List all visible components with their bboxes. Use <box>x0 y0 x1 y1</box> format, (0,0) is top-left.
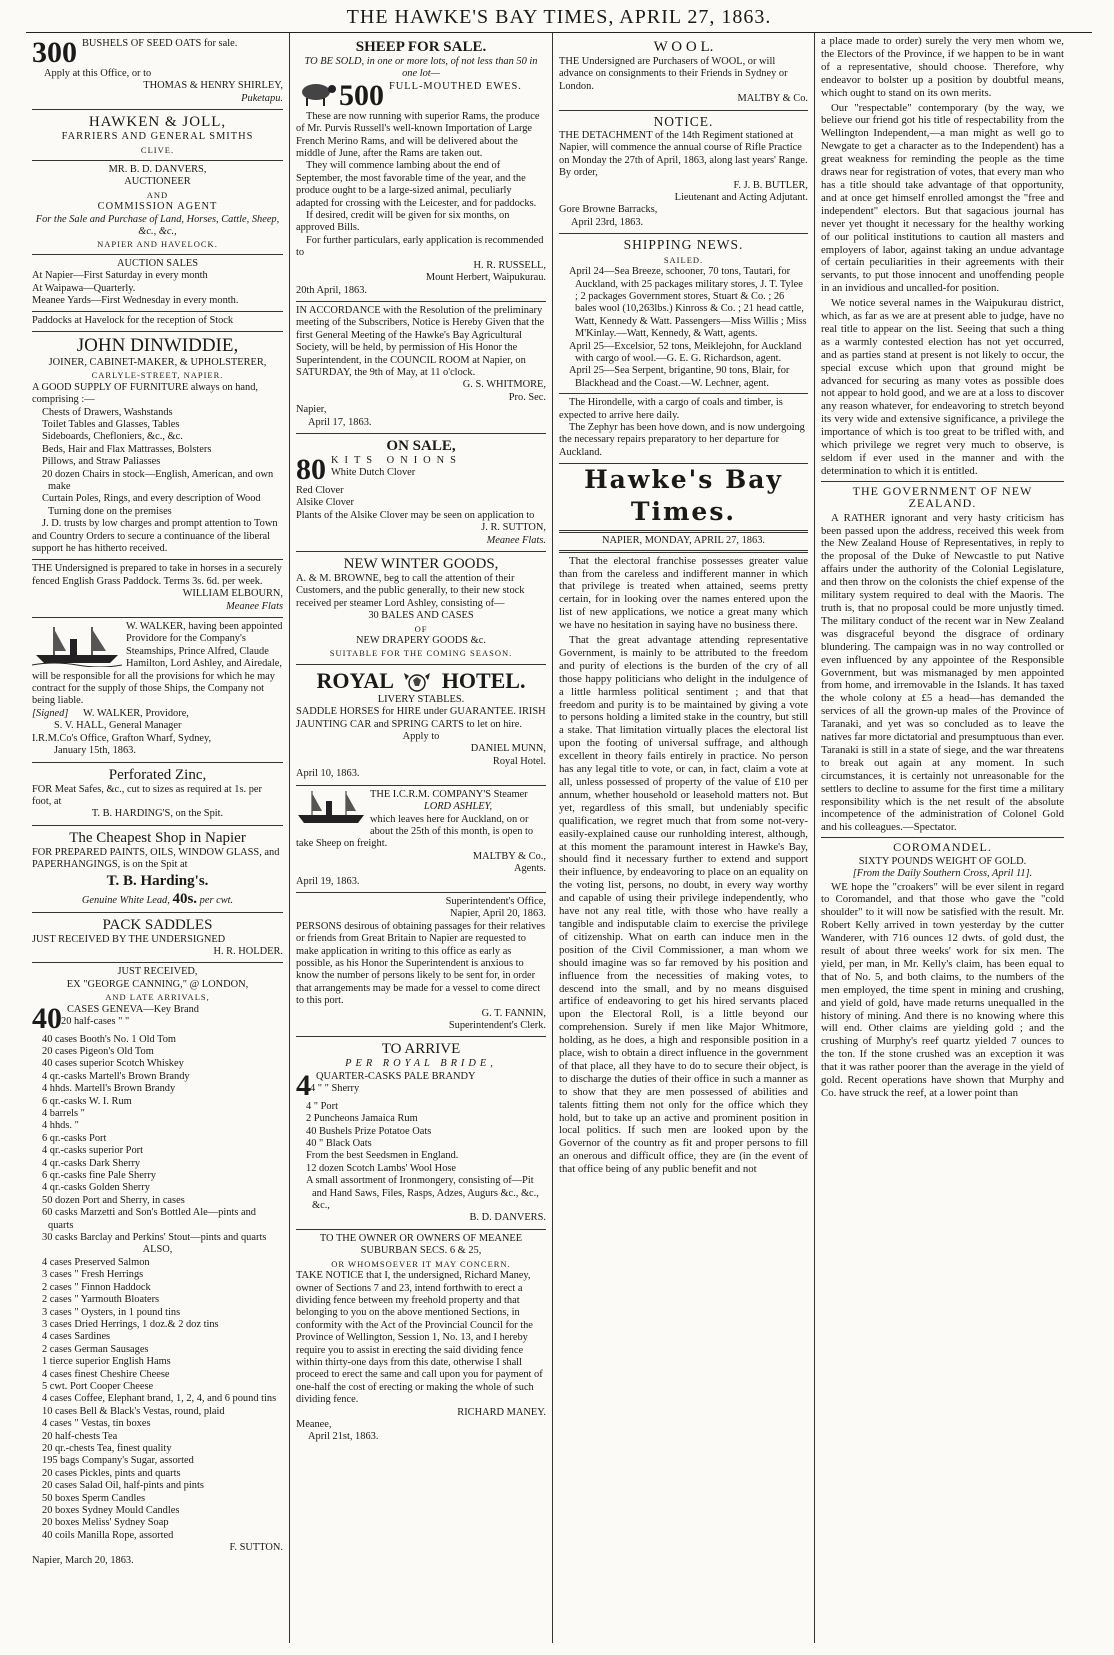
saddles-name: H. R. HOLDER. <box>213 945 283 957</box>
sutton-ex: EX "GEORGE CANNING," @ LONDON, <box>66 978 249 990</box>
cheapest-price: 40s. <box>172 890 198 907</box>
royal-ad <box>296 665 546 786</box>
shipping-p1: The Hirondelle, with a cargo of coals and timber, is expected to arrive here daily. <box>559 397 783 421</box>
agri-name: G. S. WHITMORE, <box>462 379 546 391</box>
list-item: 2 cases German Sausages <box>42 1343 149 1355</box>
ashley-name: MALTBY & Co., <box>472 850 546 862</box>
list-item: 6 qr.-casks fine Pale Sherry <box>42 1170 156 1182</box>
list-item: Chests of Drawers, Washstands <box>42 406 173 418</box>
list-item: 40 cases superior Scotch Whiskey <box>42 1058 184 1070</box>
list-item: Curtain Poles, Rings, and every description of Wood Turning done on the premises <box>42 493 261 517</box>
list-item: 4 qr.-casks Dark Sherry <box>42 1157 141 1169</box>
arrive-ad <box>296 1037 546 1229</box>
list-item: 20 boxes Sydney Mould Candles <box>42 1505 180 1516</box>
notice-role: Lieutenant and Acting Adjutant. <box>674 192 808 204</box>
sheep-head-line <box>296 78 546 112</box>
list-item: Pillows, and Straw Paliasses <box>42 456 161 468</box>
list-item: 3 cases " Fresh Herrings <box>42 1269 144 1281</box>
dinwiddie-items <box>32 407 283 519</box>
cheapest-name: T. B. Harding's. <box>106 872 209 889</box>
list-item: 20 half-chests Tea <box>42 1430 118 1442</box>
maney-sub: OR WHOMSOEVER IT MAY CONCERN. <box>331 1258 511 1269</box>
cheapest-per: per cwt. <box>199 894 234 906</box>
dinwiddie-addr: CARLYLE-STREET, NAPIER. <box>91 370 224 381</box>
agri-role: Pro. Sec. <box>508 391 546 403</box>
editorial-paragraph: We notice several names in the Waipukurau district, which, as far as we are at present able to judge, have no real title to appear on the list. Seeing that such a thing as a warmly contested election has not yet occurred, and as parties stand at present is not likely to occur, the special excuse which upon that ground might be advanced for securing as many votes as possible does not appear to hold good, and we are at a loss to discover any reason whatever, for endeavoring to stretch beyond its very wide and extensive significance, a privilege the importance of which is too great to be trifled with, and which privilege we regret very much to observe, is seldom if ever used in the manner and with the determination to which it is entitled. <box>821 297 1064 477</box>
list-item: 5 cwt. Port Cooper Cheese <box>42 1380 154 1392</box>
cheapest-title: The Cheapest Shop in Napier <box>69 829 246 846</box>
danvers-and: AND <box>146 189 169 200</box>
list-item: 2 cases " Finnon Haddock <box>42 1281 151 1293</box>
onsale-item: Red Clover <box>296 484 344 496</box>
walker-s1: W. WALKER, Providore, <box>82 707 189 719</box>
danvers-role: AUCTIONEER <box>124 176 191 188</box>
list-item: 195 bags Company's Sugar, assorted <box>42 1455 194 1467</box>
arrive-per: PER ROYAL BRIDE, <box>345 1058 497 1070</box>
walker-date: January 15th, 1863. <box>54 745 136 757</box>
sheep-sub: TO BE SOLD, in one or more lots, of not less than 50 in one lot— <box>304 56 538 80</box>
coro-text: WE hope the "croakers" will be ever silent in regard to Coromandel, and that those who gave the "cold shoulder" to it will now be satisfied with the result. Mr. Robert Kelly arrived in town yesterday by the cutter Wanderer, with 716 ounces 12 dwts. of gold dust, the result of about three weeks' work for six men. The yield, per man, in Mr. Kelly's claim, has been equal to that of No. 5, and both claims, to the numbers of the men employed, the time spent in mining and crushing, and yield of gold, have made returns unequalled in the history of mining. And there is no knowing where this will end. Other claims are yielding gold ; and the crushing of Murphy's reef quartz yielded 7 ounces to the ton. If the stone crushed was an exception it was that it was rather poorer than the average in the yield of gold. Recent operations have shown that Murphy and Co. have struck the reef, at a lower point than <box>821 880 1064 1099</box>
wool-title: W O O L. <box>653 39 714 55</box>
ashley-date: April 19, 1863. <box>296 875 360 887</box>
list-item: 4 barrels " <box>42 1108 85 1119</box>
arrive-number: 4 <box>296 1068 311 1102</box>
winter-title: NEW WINTER GOODS, <box>343 556 499 572</box>
royal-apply: Apply to <box>402 731 440 743</box>
walker-s2: S. V. HALL, General Manager <box>54 720 182 732</box>
walker-signed-line <box>32 708 283 720</box>
notice-ad <box>559 111 808 235</box>
masthead: THE HAWKE'S BAY TIMES, APRIL 27, 1863. <box>26 6 1092 33</box>
coro-sub: SIXTY POUNDS WEIGHT OF GOLD. <box>858 855 1027 867</box>
royal-crest-icon <box>398 672 436 694</box>
notice-order: By order, <box>559 167 598 179</box>
hawken-sub: FARRIERS AND GENERAL SMITHS <box>61 131 254 143</box>
zinc-text: FOR Meat Safes, &c., cut to sizes as required at 1s. per foot, at <box>32 783 262 807</box>
column-1 <box>26 33 290 1643</box>
maney-date: April 21st, 1863. <box>308 1431 379 1443</box>
list-item: 20 cases Salad Oil, half-pints and pints <box>42 1480 204 1492</box>
agri-ad <box>296 302 546 434</box>
oats-ad <box>32 35 283 110</box>
onsale-ad <box>296 434 546 552</box>
sheep-p2: They will commence lambing about the end of September, the most favorable time of the year, and the produce ought to be a large-sized animal, peculiarly adapted for crossing with the Leicester, and for paddocks. <box>296 160 537 209</box>
sheep-place: Mount Herbert, Waipukurau. <box>425 272 546 284</box>
onsale-name: J. R. SUTTON, <box>481 522 546 534</box>
sutton-first: CASES GENEVA—Key Brand <box>67 1003 199 1015</box>
coro-title: COROMANDEL. <box>893 840 992 855</box>
agri-text: IN ACCORDANCE with the Resolution of the preliminary meeting of the Subscribers, Notice is Hereby Given that the first General Meeting of the Hawke's Bay Agricultural Society, will be held, by permission of His Honor the Superintendent, in the COUNCIL ROOM at Napier, on SATURDAY, the 9th of May, at 11 o'clock. <box>296 304 545 378</box>
winter-l4: SUITABLE FOR THE COMING SEASON. <box>329 648 513 659</box>
ashley-text2: which leaves here for Auckland, on or about the 25th of this month, is open to take Sheep on freight. <box>296 813 534 850</box>
elbourn-name: WILLIAM ELBOURN, <box>182 588 283 600</box>
paper-name: Hawke's Bay Times. <box>584 465 783 527</box>
ashley-ship: LORD ASHLEY, <box>423 801 493 813</box>
winter-l1: 30 BALES AND CASES <box>368 610 474 622</box>
winter-l3: NEW DRAPERY GOODS &c. <box>356 635 486 647</box>
list-item: 1 tierce superior English Hams <box>42 1356 171 1368</box>
cheapest-text: FOR PREPARED PAINTS, OILS, WINDOW GLASS, and PAPERHANGINGS, is on the Spit at <box>32 846 280 871</box>
list-item: 4 cases Preserved Salmon <box>42 1256 150 1268</box>
list-item: 6 qr.-casks Port <box>42 1132 107 1144</box>
list-item: 40 cases Booth's No. 1 Old Tom <box>42 1033 177 1045</box>
list-item: 20 dozen Chairs in stock—English, American, and own make <box>42 468 274 492</box>
notice-date: April 23rd, 1863. <box>571 216 644 228</box>
sheep-p3: If desired, credit will be given for six months, on approved Bills. <box>296 210 510 234</box>
editorial-paragraph: Our "respectable" contemporary (by the way, we believe our friend got his title of respectability from the Wellington Independent,—a man might as well go to Newgate to get a character as to the Independent) has a great weakness for reminding the people as the time draws near for registration of votes, that every man who has a title should take advantage of that opportunity, and at once get himself enrolled amongst the "free and independent" electors. But that sagacious journal has never yet thought it necessary for the healthy working of our political institutions to caution all masters and employers of labor, against taking an undue advantage of certain peculiarities in their agreements with their servants, to put those innocent and unoffending people in an invidious and uncalled-for position. <box>821 101 1064 295</box>
maney-name: RICHARD MANEY. <box>457 1406 546 1418</box>
columns <box>26 33 1092 1643</box>
list-item: 4 cases Coffee, Elephant brand, 1, 2, 4, and 6 pound tins <box>42 1393 277 1405</box>
sheep-name: H. R. RUSSELL, <box>473 259 546 271</box>
danvers-ad <box>32 161 283 332</box>
walker-ad <box>32 618 283 762</box>
gov-title: THE GOVERNMENT OF NEW ZEALAND. <box>852 483 1033 511</box>
saddles-title: PACK SADDLES <box>102 916 213 933</box>
sutton-ad <box>32 963 283 1571</box>
ashley-ad <box>296 786 546 893</box>
wool-name: MALTBY & Co. <box>737 93 808 105</box>
royal-left: ROYAL <box>316 667 393 693</box>
royal-sub: LIVERY STABLES. <box>377 693 465 705</box>
royal-name: DANIEL MUNN, <box>470 743 546 755</box>
winter-ad <box>296 552 546 665</box>
list-item: 3 cases " Oysters, in 1 pound tins <box>42 1306 181 1318</box>
oats-line4: Puketapu. <box>241 92 283 104</box>
sutton-number: 40 <box>32 1001 62 1035</box>
list-item: 4 qr.-casks Golden Sherry <box>42 1182 150 1194</box>
danvers-desc: For the Sale and Purchase of Land, Horses, Cattle, Sheep, &c., &c., <box>35 213 280 238</box>
shipping-title: SHIPPING NEWS. <box>623 237 744 253</box>
list-item: 60 casks Marzetti and Son's Bottled Ale—pints and quarts <box>42 1207 256 1231</box>
list-item: Beds, Hair and Flax Mattrasses, Bolsters <box>42 443 212 455</box>
shipping-entries <box>559 266 808 390</box>
maney-text: TAKE NOTICE that I, the undersigned, Richard Maney, owner of Sections 7 and 23, intend forthwith to erect a dividing fence between my freehold property and that belonging to you on the above mentioned Sections, in conformity with the Act of the Provincial Council for the Province of Wellington, Session 1, No. 13, and I hereby require you to assist in erecting the said dividing fence within thirty-one days from this date, otherwise I shall proceed to erect the same and call upon you for payment of one-half the cost of erecting or making the whole of such dividing fence. <box>296 1270 543 1406</box>
fannin-office: Superintendent's Office, <box>445 895 546 907</box>
list-item: April 24—Sea Breeze, schooner, 70 tons, Tautari, for Auckland, with 25 packages military stores, J. T. Tylee ; 2 packages Government stores, Stuart & Co. ; 26 bales wool (10,263lbs.) Kinross & Co. ; 21 head cattle, Watt, Kennedy & Watt. Passengers—Miss Willis ; Miss M'Kinlay.—Watt, Kennedy, & Watt, agents. <box>569 266 807 340</box>
oats-line3: THOMAS & HENRY SHIRLEY, <box>143 80 283 92</box>
sheep-ad <box>296 35 546 302</box>
dinwiddie-sub: JOINER, CABINET-MAKER, & UPHOLSTERER, <box>48 356 267 368</box>
danvers-s4: Paddocks at Havelock for the reception of Stock <box>32 314 234 326</box>
elbourn-text: THE Undersigned is prepared to take in horses in a securely fenced English Grass Paddock. Terms 3s. 6d. per week. <box>32 563 282 587</box>
arrive-items <box>296 1083 546 1212</box>
saddles-ad <box>32 913 283 964</box>
sheep-title: SHEEP FOR SALE. <box>355 39 487 55</box>
royal-place: Royal Hotel. <box>492 755 546 767</box>
zinc-where: T. B. HARDING'S, on the Spit. <box>91 808 224 820</box>
sutton-sign: F. SUTTON. <box>229 1542 283 1554</box>
editorial-continued <box>821 35 1064 478</box>
list-item: 20 half-cases " " <box>61 1015 130 1027</box>
paper-dateline: NAPIER, MONDAY, APRIL 27, 1863. <box>601 535 765 547</box>
fannin-role: Superintendent's Clerk. <box>448 1020 546 1031</box>
sutton-items <box>32 1016 283 1245</box>
list-item: 12 dozen Scotch Lambs' Wool Hose <box>306 1162 457 1174</box>
list-item: Toilet Tables and Glasses, Tables <box>42 418 180 430</box>
cheapest-price-line <box>32 890 283 908</box>
steamship-icon <box>32 623 122 667</box>
dinwiddie-closing: J. D. trusts by low charges and prompt attention to Town and Country Orders to secure a continuance of the liberal support he has hitherto received. <box>32 518 278 554</box>
notice-title: NOTICE. <box>653 113 714 129</box>
elbourn-place: Meanee Flats <box>226 600 283 612</box>
column-4 <box>815 33 1070 1643</box>
notice-text: THE DETACHMENT of the 14th Regiment stationed at Napier, will commence the annual course of Rifle Practice on Monday the 27th of April, 1863, along last years' Range. <box>559 130 808 166</box>
danvers-s3: Meanee Yards—First Wednesday in every month. <box>32 295 239 307</box>
arrive-name: B. D. DANVERS. <box>469 1212 546 1224</box>
cheapest-lead: Genuine White Lead, <box>81 894 170 906</box>
zinc-title: Perforated Zinc, <box>108 766 207 783</box>
hawken-title: HAWKEN & JOLL, <box>88 114 227 131</box>
list-item: 20 cases Pigeon's Old Tom <box>42 1045 154 1057</box>
hawken-ad <box>32 110 283 161</box>
list-item: 4 cases Sardines <box>42 1331 111 1343</box>
list-item: 10 cases Bell & Black's Vestas, round, plaid <box>42 1405 225 1417</box>
notice-place: Gore Browne Barracks, <box>559 204 658 216</box>
sheep-icon <box>296 81 336 107</box>
danvers-place: NAPIER AND HAVELOCK. <box>97 239 218 250</box>
list-item: Sideboards, Chefloniers, &c., &c. <box>42 431 183 443</box>
onsale-item: Plants of the Alsike Clover may be seen on application to <box>296 509 535 521</box>
list-item: 50 dozen Port and Sherry, in cases <box>42 1194 185 1206</box>
maney-ad <box>296 1230 546 1448</box>
fannin-ad <box>296 893 546 1037</box>
coro-src: [From the Daily Southern Cross, April 11]. <box>852 868 1033 880</box>
list-item: 40 Bushels Prize Potatoe Oats <box>306 1125 432 1137</box>
shipping-news <box>559 234 808 464</box>
editorial-paragraph: a place made to order) surely the very men whom we, the Electors of the Province, if we happen to be in want of a representative, should choose. Therefore, why endeavor to bolster up a position by doubtful means, which ought to stand on its own merits. <box>821 35 1064 99</box>
agri-date: April 17, 1863. <box>308 416 372 428</box>
sheep-p4: For further particulars, early application is recommended to <box>296 234 544 259</box>
oats-line1: BUSHELS OF SEED OATS for sale. <box>82 38 238 49</box>
list-item: 4 cases finest Cheshire Cheese <box>42 1368 170 1380</box>
list-item: 30 casks Barclay and Perkins' Stout—pints and quarts <box>42 1232 267 1244</box>
dinwiddie-ad <box>32 332 283 561</box>
hawken-place: CLIVE. <box>140 144 175 155</box>
editorial-paragraph: That the electoral franchise possesses greater value than from the careless and indifferent manner in which that privilege is treated when attained, seems pretty certain, for in looking over the names entered upon the list of new applications, we notice a great many which we have no hesitation in saying have no business there. <box>559 554 808 632</box>
onsale-what: KITS ONIONS <box>331 454 462 466</box>
danvers-s1: At Napier—First Saturday in every month <box>32 270 208 282</box>
paper-title-block <box>559 464 808 552</box>
list-item: 4 " " Sherry <box>310 1083 360 1095</box>
ashley-role: Agents. <box>513 863 546 875</box>
list-item: 4 cases " Vestas, tin boxes <box>42 1418 151 1430</box>
shipping-p2: The Zephyr has been hove down, and is now undergoing the necessary repairs preparatory to her departure for Auckland. <box>559 421 805 458</box>
shipping-sailed: SAILED. <box>663 254 704 265</box>
onsale-item: White Dutch Clover <box>331 467 416 479</box>
walker-signed: [Signed] <box>32 707 69 719</box>
cheapest-ad <box>32 826 283 913</box>
list-item: 4 qr.-casks superior Port <box>42 1145 144 1157</box>
column-3 <box>553 33 815 1643</box>
sheep-what: FULL-MOUTHED EWES. <box>389 80 522 92</box>
sheep-number: 500 <box>339 78 384 112</box>
list-item: 50 boxes Sperm Candles <box>42 1492 146 1504</box>
column-2 <box>290 33 553 1643</box>
onsale-place: Meanee Flats. <box>486 534 546 546</box>
list-item: April 25—Sea Serpent, brigantine, 90 tons, Blair, for Blackhead and the Coast.—W. Lechner, agent. <box>569 365 790 389</box>
walker-office: I.R.M.Co's Office, Grafton Wharf, Sydney, <box>32 732 212 744</box>
wool-text: THE Undersigned are Purchasers of WOOL, or will advance on consignments to their Friends in Sydney or London. <box>559 56 788 92</box>
dinwiddie-title: JOHN DINWIDDIE, <box>76 334 239 356</box>
list-item: 4 hhds. Martell's Brown Brandy <box>42 1083 176 1095</box>
danvers-agent: COMMISSION AGENT <box>97 201 218 213</box>
sutton-items2 <box>32 1257 283 1542</box>
list-item: April 25—Excelsior, 52 tons, Meiklejohn, for Auckland with cargo of wool.—G. E. G. Richardson, agent. <box>569 340 802 364</box>
editorial-paragraph: That the great advantage attending representative Government, is mainly to be attributed to the freedom and purity of elections is the burden of the cry of all those happy politicians who delight in the indulgence of a little harmless political sentiment ; and that that freedom and purity is to be maintained by giving a vote to persons holding a limited stake in the country, but still a stake. That limitation virtually places the electoral list upon the footing of universal suffrage, and although excellent in theory fails entirely in practice. No person has any legal title to vote, or can, in fact, claim a vote at all, unless possessed of property of the value of £10 per annum, whether household or leasehold matters not. But yet, regardless of this small, but undeniably specific qualification, we regret much that from some not-very-easily-explained cause our runholding interest, although, at this moment the paramount interest in Hawke's Bay, should find it necessary further to extend and support their influence, by endeavoring to place on an equality on the voting list, persons, no doubt, in every way worthy and capable of using their privilege independently, who have not any real title, with those who have really a tangible and indisputable claim to exercise the privilege of citizenship. What on earth can induce men in the position of the Civil Commissioner, a man whom we should imagine was so far removed by his position and influence from the necessities of making votes, to descend into the small, and by no means disguised artifice of endeavoring to get his hired servants placed upon the Electoral Roll, is a little beyond our comprehension. Surely if men like Major Whitmore, holding, as he does, a high and responsible position in a place, wish to obtain a direct influence in the government of that place, all they have to do to secure their object, is to discharge the duties of their office in such a manner as to show that they are men possessed of abilities and talents fitting them not only for the office which they hold, but to take up an active and prominent position in local politics. If such men are looked upon by the Governor of the country as fit and proper persons to fill an onerous and difficult office, they are (in the event of that office being of any public benefit and not <box>559 634 808 1176</box>
sheep-p1: These are now running with superior Rams, the produce of Mr. Purvis Russell's well-known Importation of Large French Merino Rams, and will be delivered about the middle of June, after the Rams are taken out. <box>296 110 540 160</box>
list-item: 20 qr.-chests Tea, finest quality <box>42 1442 172 1454</box>
list-item: 2 Puncheons Jamaica Rum <box>306 1113 418 1125</box>
list-item: 40 coils Manilla Rope, assorted <box>42 1529 174 1541</box>
list-item: 20 cases Pickles, pints and quarts <box>42 1467 181 1479</box>
dinwiddie-intro: A GOOD SUPPLY OF FURNITURE always on hand, comprising :— <box>32 381 259 406</box>
list-item: 4 hhds. " <box>42 1120 79 1132</box>
list-item: 2 cases " Yarmouth Bloaters <box>42 1294 160 1306</box>
wool-ad <box>559 35 808 111</box>
list-item: 4 qr.-casks Martell's Brown Brandy <box>42 1070 190 1082</box>
winter-text: A. & M. BROWNE, beg to call the attention of their Customers, and the public generally, to their new stock received per steamer Lord Ashley, consisting of— <box>296 573 525 609</box>
elbourn-ad <box>32 560 283 618</box>
steamer-icon <box>296 789 366 827</box>
royal-heading <box>296 668 546 694</box>
danvers-name: MR. B. D. DANVERS, <box>108 164 207 176</box>
list-item: 20 boxes Meliss' Sydney Soap <box>42 1517 169 1529</box>
sutton-head: JUST RECEIVED, <box>117 966 198 978</box>
royal-text: SADDLE HORSES for HIRE under GUARANTEE. IRISH JAUNTING CAR and SPRING CARTS to let on hire. <box>296 706 546 730</box>
sutton-also: ALSO, <box>142 1244 173 1256</box>
oats-line2: Apply at this Office, or to <box>44 68 152 79</box>
editorial <box>559 555 808 1177</box>
fannin-text: PERSONS desirous of obtaining passages for their relatives or friends from Great Britain to Napier are requested to make application in writing to this office as early as possible, as his Honor the Superintendent is anxious to know the number of persons likely to be sent for, in order that arrangements may be made for a vessel to come direct to this port. <box>296 920 546 1007</box>
notice-name: F. J. B. BUTLER, <box>733 179 808 191</box>
arrive-title: TO ARRIVE <box>381 1041 461 1058</box>
list-item: 4 " Port <box>306 1100 338 1112</box>
danvers-sales-head: AUCTION SALES <box>116 257 199 269</box>
list-item: 6 qr.-casks W. I. Rum <box>42 1095 132 1107</box>
list-item: 40 " Black Oats <box>306 1138 372 1150</box>
government-article <box>821 485 1064 834</box>
fannin-name: G. T. FANNIN, <box>481 1007 546 1019</box>
walker-text: W. WALKER, having been appointed Providore for the Company's Steamships, Prince Alfred, Claude Hamilton, Lord Ashley, and Airedale, will be responsible for all the provisions for which he may contract for the supply of those Ships, the Company not being liable. <box>32 621 283 707</box>
gov-text: A RATHER ignorant and very hasty criticism has been passed upon the address, received this week from the New Zealand House of Representatives, in reply to the proposal of the Duke of Newcastle to put Native affairs under the authority of the Colonial Legislature, and then throw on the colonists the chief expense of the military system required to deal with the Maoris. The truth is, that no proposal could be more unjustly timed. The military conduct of the recent war in New Zealand was disgraceful beyond the disgrace of ordinary blundering. The campaign was in no way controlled or even influenced by any appointee of the Responsible Government, but was mismanaged by men appointed from home, and irremovable in the Islands. It has taxed the whole colony at £5 a head—has demanded the services of all the grown-up males of the Province of Taranaki, and yet was so concluded as to leave the natives far more dictatorial and presumptuous than ever. Taranaki is still in a state of siege, and the war threatens to break out again at any moment. In such circumstances, it is certainly not unreasonable for the settlers to decline to assume for the first time a military responsibility which is the net result of the absolute incompetence of the administration of Colonel Gold and his colleagues.—Spectator. <box>821 511 1064 834</box>
danvers-s2: At Waipawa—Quarterly. <box>32 282 136 294</box>
list-item: A small assortment of Ironmongery, consisting of—Pit and Hand Saws, Files, Rasps, Adzes, Augurs &c., &c., &c., <box>306 1175 539 1212</box>
royal-right: HOTEL. <box>441 667 526 693</box>
list-item: From the best Seedsmen in England. <box>306 1150 459 1162</box>
onsale-item: Alsike Clover <box>296 497 355 509</box>
coromandel-article <box>821 841 1064 1100</box>
arrive-l1: QUARTER-CASKS PALE BRANDY <box>316 1070 476 1082</box>
royal-date: April 10, 1863. <box>296 768 360 780</box>
sutton-late: AND LATE ARRIVALS, <box>105 992 210 1003</box>
saddles-text: JUST RECEIVED BY THE UNDERSIGNED <box>32 933 226 945</box>
list-item: 3 cases Dried Herrings, 1 doz.& 2 doz tins <box>42 1318 219 1330</box>
fannin-date: Napier, April 20, 1863. <box>450 908 546 920</box>
zinc-ad <box>32 763 283 826</box>
maney-title: TO THE OWNER OR OWNERS OF MEANEE SUBURBAN SECS. 6 & 25, <box>319 1232 523 1257</box>
winter-l2: OF <box>414 623 428 634</box>
sheep-date: 20th April, 1863. <box>296 284 368 296</box>
maney-place: Meanee, <box>296 1418 332 1430</box>
oats-number: 300 <box>32 36 77 69</box>
onsale-number: 80 <box>296 452 326 486</box>
onsale-title: ON SALE, <box>386 437 456 454</box>
agri-place: Napier, <box>296 404 327 416</box>
ashley-text1: THE I.C.R.M. COMPANY'S Steamer <box>370 788 528 800</box>
sutton-date: Napier, March 20, 1863. <box>32 1554 134 1566</box>
